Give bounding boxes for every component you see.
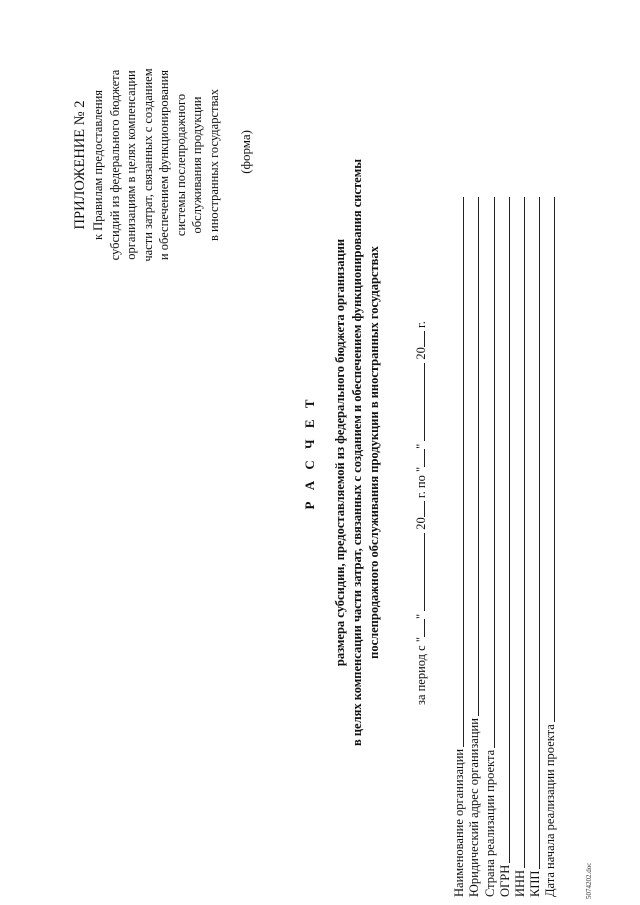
- appendix-header: [70, 60, 222, 270]
- field-row: [482, 197, 497, 897]
- document-subtitle: [332, 0, 383, 905]
- appendix-line: обслуживания продукции: [190, 96, 204, 234]
- field-row: [467, 197, 482, 897]
- year-prefix: 20: [414, 347, 428, 360]
- field-input-line[interactable]: [524, 197, 525, 868]
- field-row: [528, 197, 543, 897]
- field-label: Юридический адрес организации: [467, 718, 482, 897]
- field-label: ИНН: [512, 869, 527, 897]
- period-quote: ": [414, 443, 428, 449]
- period-to: г. по ": [414, 466, 428, 499]
- subtitle-line: в целях компенсации части затрат, связанных с созданием и обеспечением функционирования системы: [350, 158, 364, 747]
- field-input-line[interactable]: [478, 197, 479, 716]
- period-prefix: за период с ": [414, 637, 428, 705]
- appendix-line: субсидий из федерального бюджета: [107, 69, 122, 261]
- field-input-line[interactable]: [494, 197, 495, 748]
- appendix-line: к Правилам предоставления: [91, 89, 105, 241]
- field-label: Дата начала реализации проекта: [543, 724, 558, 897]
- field-label: Страна реализации проекта: [482, 749, 497, 897]
- month-from-blank[interactable]: [413, 533, 425, 611]
- field-label: КПП: [528, 870, 543, 897]
- organization-fields: [452, 197, 558, 897]
- field-row: [498, 197, 513, 897]
- day-to-blank[interactable]: [413, 449, 425, 467]
- period-suffix: г.: [414, 321, 428, 328]
- field-row: [543, 197, 558, 897]
- day-from-blank[interactable]: [413, 619, 425, 637]
- field-input-line[interactable]: [509, 197, 510, 863]
- field-label: Наименование организации: [452, 748, 467, 897]
- year-prefix: 20: [414, 517, 428, 530]
- field-input-line[interactable]: [463, 197, 464, 747]
- field-label: ОГРН: [497, 864, 512, 897]
- document-code: 5074202.doc: [585, 862, 593, 899]
- form-label: (форма): [238, 130, 253, 174]
- period-line: [413, 321, 429, 705]
- appendix-title: ПРИЛОЖЕНИЕ № 2: [72, 100, 88, 230]
- field-row: [452, 197, 467, 897]
- year-to-blank[interactable]: [413, 331, 425, 347]
- year-from-blank[interactable]: [413, 501, 425, 517]
- appendix-line: системы послепродажного: [173, 93, 188, 237]
- period-quote: ": [414, 613, 428, 620]
- appendix-line: в иностранных государствах: [206, 89, 221, 242]
- appendix-body: [90, 60, 222, 270]
- field-input-line[interactable]: [539, 197, 540, 869]
- appendix-line: организациям в целях компенсации: [124, 70, 138, 260]
- field-row: [513, 197, 528, 897]
- appendix-line: и обеспечением функционирования: [157, 69, 171, 261]
- subtitle-line: размера субсидии, предоставляемой из федерального бюджета организации: [333, 238, 347, 667]
- field-input-line[interactable]: [554, 197, 555, 722]
- appendix-line: части затрат, связанных с созданием: [140, 68, 155, 262]
- month-to-blank[interactable]: [413, 363, 425, 441]
- subtitle-line: послепродажного обслуживания продукции в иностранных государствах: [367, 246, 381, 659]
- document-title: Р А С Ч Е Т: [302, 395, 317, 510]
